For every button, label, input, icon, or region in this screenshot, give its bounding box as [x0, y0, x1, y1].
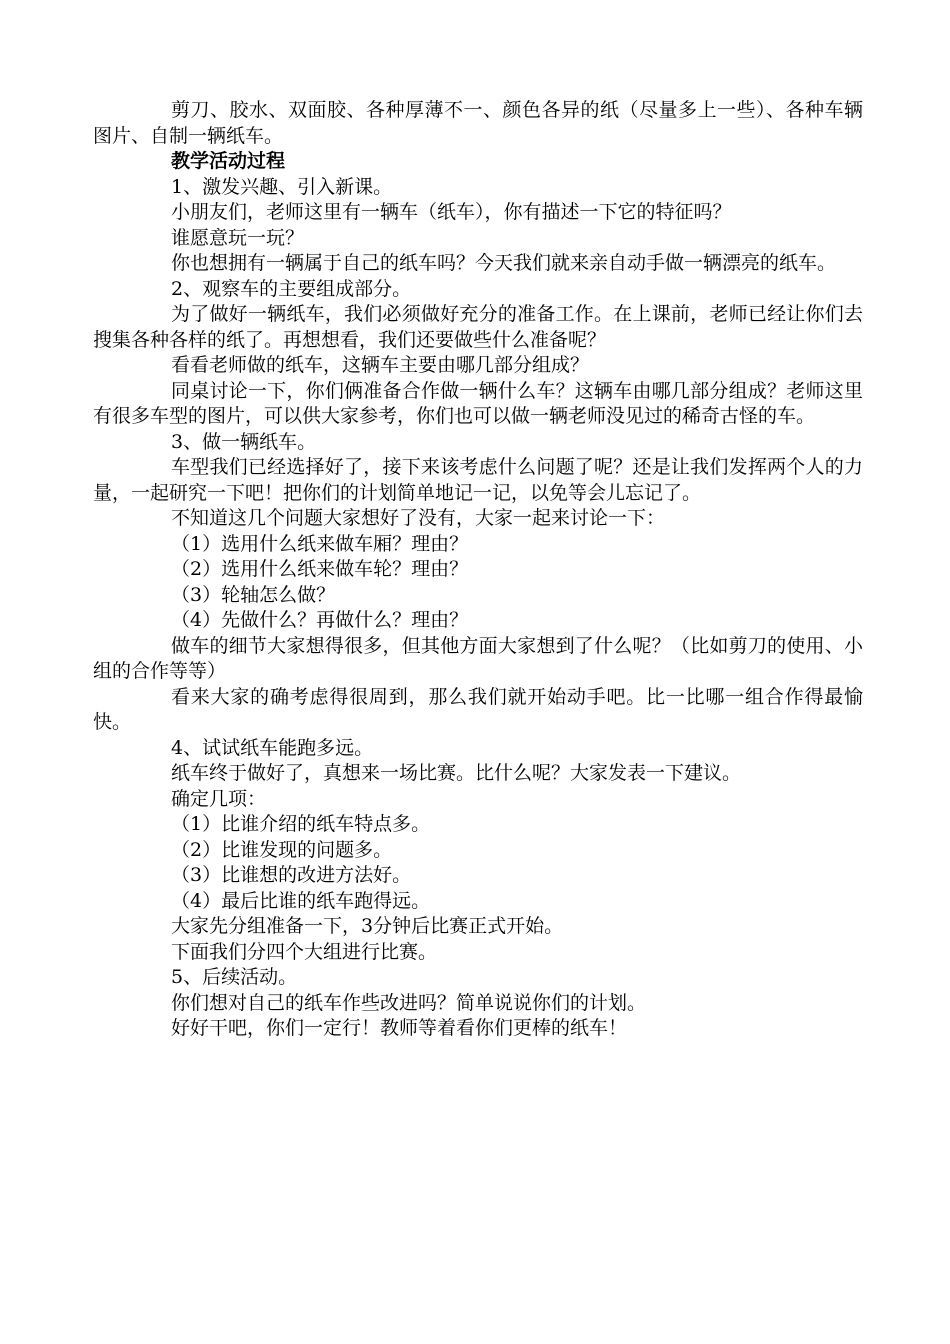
paragraph: 为了做好一辆纸车，我们必须做好充分的准备工作。在上课前，老师已经让你们去搜集各种各样的纸了。再想想看，我们还要做些什么准备呢？	[93, 303, 863, 351]
paragraph: （2）比谁发现的问题多。	[171, 838, 393, 861]
paragraph: 同桌讨论一下，你们俩准备合作做一辆什么车？这辆车由哪几部分组成？老师这里有很多车型的图片，可以供大家参考，你们也可以做一辆老师没见过的稀奇古怪的车。	[93, 379, 863, 427]
paragraph: 剪刀、胶水、双面胶、各种厚薄不一、颜色各异的纸（尽量多上一些）、各种车辆图片、自制一辆纸车。	[93, 99, 863, 147]
paragraph: （2）选用什么纸来做车轮？理由？	[171, 558, 469, 580]
paragraph: 2、观察车的主要组成部分。	[171, 277, 412, 300]
paragraph: 你也想拥有一辆属于自己的纸车吗？今天我们就来亲自动手做一辆漂亮的纸车。	[171, 252, 837, 274]
paragraph: 5、后续活动。	[171, 966, 298, 988]
paragraph: （3）比谁想的改进方法好。	[171, 864, 412, 886]
paragraph: （1）比谁介绍的纸车特点多。	[171, 813, 431, 835]
paragraph: （1）选用什么纸来做车厢？理由？	[171, 532, 469, 555]
document-body	[93, 98, 863, 1042]
paragraph: 谁愿意玩一玩？	[171, 226, 305, 249]
paragraph: 3、做一辆纸车。	[171, 430, 317, 453]
paragraph: 4、试试纸车能跑多远。	[171, 736, 374, 759]
paragraph: 看看老师做的纸车，这辆车主要由哪几部分组成？	[171, 354, 590, 376]
paragraph: 纸车终于做好了，真想来一场比赛。比什么呢？大家发表一下建议。	[171, 762, 742, 784]
paragraph: 小朋友们，老师这里有一辆车（纸车），你有描述一下它的特征吗？	[171, 201, 732, 223]
paragraph: 确定几项：	[171, 787, 267, 810]
paragraph: 大家先分组准备一下，3分钟后比赛正式开始。	[171, 915, 564, 937]
paragraph: 1、激发兴趣、引入新课。	[171, 175, 393, 198]
paragraph: 做车的细节大家想得很多，但其他方面大家想到了什么呢？（比如剪刀的使用、小组的合作等等）	[93, 634, 863, 682]
paragraph: 你们想对自己的纸车作些改进吗？简单说说你们的计划。	[171, 991, 647, 1014]
paragraph: （4）最后比谁的纸车跑得远。	[171, 889, 431, 912]
paragraph: （3）轮轴怎么做？	[171, 583, 336, 606]
paragraph: 不知道这几个问题大家想好了没有，大家一起来讨论一下：	[171, 507, 666, 529]
paragraph: 好好干吧，你们一定行！教师等着看你们更棒的纸车！	[171, 1017, 628, 1039]
paragraph: 下面我们分四个大组进行比赛。	[171, 940, 438, 963]
paragraph: 车型我们已经选择好了，接下来该考虑什么问题了呢？还是让我们发挥两个人的力量，一起研究一下吧！把你们的计划简单地记一记，以免等会儿忘记了。	[93, 456, 863, 504]
paragraph: 看来大家的确考虑得很周到，那么我们就开始动手吧。比一比哪一组合作得最愉快。	[93, 685, 863, 733]
section-heading: 教学活动过程	[171, 150, 286, 172]
paragraph: （4）先做什么？再做什么？理由？	[171, 609, 469, 631]
